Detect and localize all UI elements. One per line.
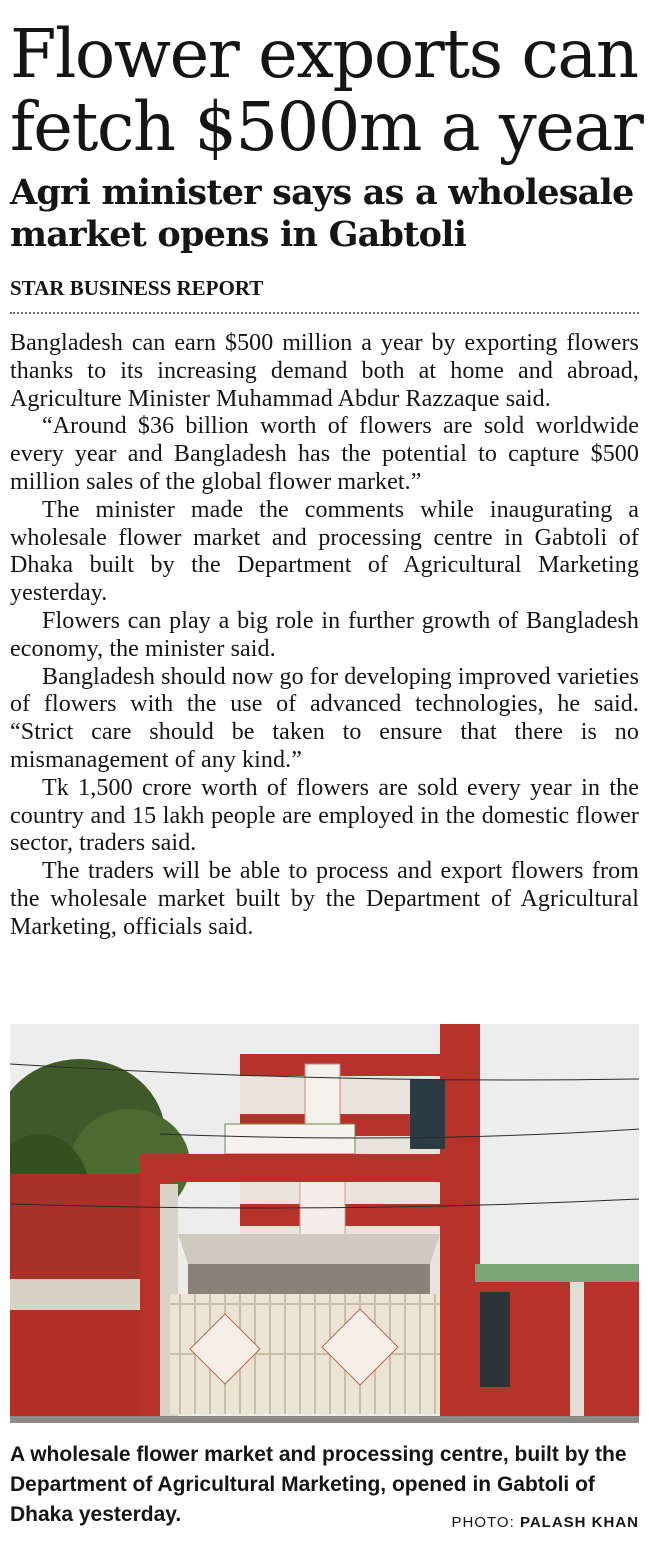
subheadline-line: market opens in Gabtoli [10, 214, 467, 255]
article [10, 0, 643, 1531]
body-paragraph: The traders will be able to process and export flowers from the wholesale market built by the Department of Agricultural Marketing, officials said. [10, 858, 639, 940]
body-paragraph: Tk 1,500 crore worth of flowers are sold every year in the country and 15 lakh people are employed in the domestic flower sector, traders said. [10, 774, 639, 857]
subheadline [10, 172, 639, 256]
headline-line: Flower exports can [10, 15, 638, 93]
dotted-divider [10, 312, 639, 314]
market-building-illustration [10, 1024, 639, 1423]
body-paragraph: Bangladesh should now go for developing improved varieties of flowers with the use of advanced technologies, he said. “Strict care should be taken to ensure that there is no mismanagement of any kind.” [10, 663, 640, 773]
byline: STAR BUSINESS REPORT [10, 276, 264, 300]
body-paragraph: Bangladesh can earn $500 million a year by exporting flowers thanks to its increasing demand both at home and abroad, Agriculture Minister Muhammad Abdur Razzaque said. [10, 330, 639, 412]
headline [10, 15, 643, 166]
headline-line: fetch $500m a year [10, 88, 643, 166]
photo-credit-label: PHOTO: [451, 1514, 515, 1531]
news-photo [10, 1024, 639, 1423]
article-body [10, 330, 639, 942]
subheadline-line: Agri minister says as a wholesale [10, 172, 634, 213]
photo-credit [452, 1514, 639, 1531]
body-paragraph: Flowers can play a big role in further growth of Bangladesh economy, the minister said. [10, 607, 639, 662]
body-paragraph: The minister made the comments while inaugurating a wholesale flower market and processing centre in Gabtoli of Dhaka built by the Department of Agricultural Marketing yesterday. [10, 496, 639, 607]
photo-caption: A wholesale flower market and processing centre, built by the Department of Agricultural Marketing, opened in Gabtoli of Dhaka yesterday. [10, 1443, 627, 1526]
body-paragraph: “Around $36 billion worth of flowers are sold worldwide every year and Bangladesh has the potential to capture $500 million sales of the global flower market.” [10, 413, 639, 495]
photographer-name: PALASH KHAN [519, 1514, 639, 1531]
